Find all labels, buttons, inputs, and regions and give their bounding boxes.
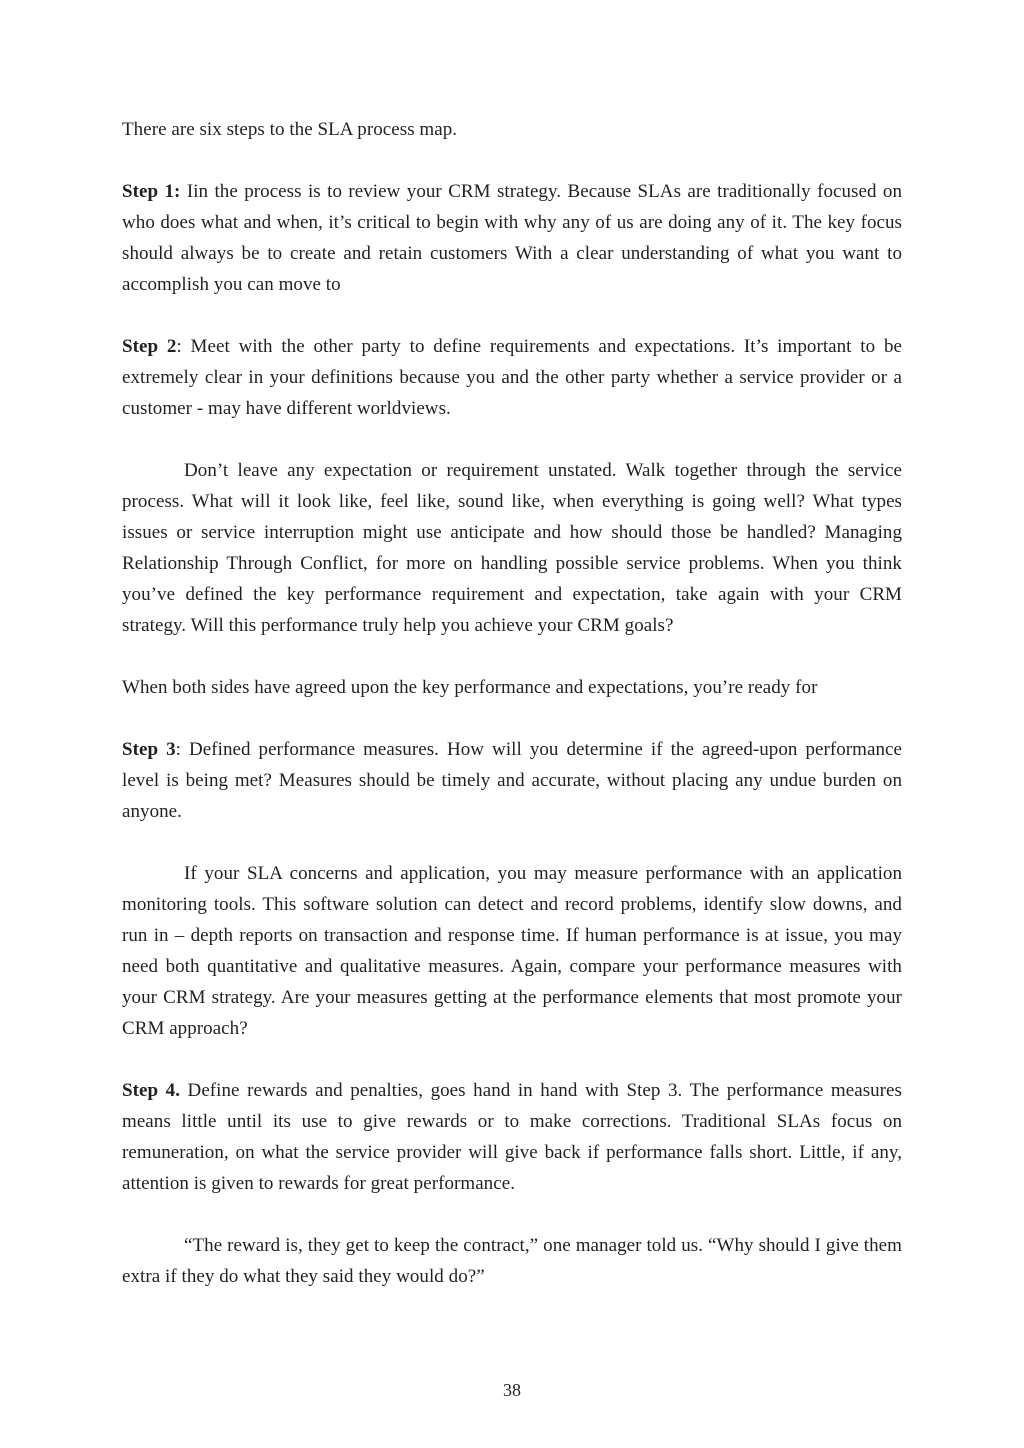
step2-text: : Meet with the other party to define requirements and expectations. It’s important to be extremely clear in your definitions because you and the other party whether a service provider or a customer - may have different worldviews. [122,336,902,419]
quote-paragraph: “The reward is, they get to keep the contract,” one manager told us. “Why should I give them extra if they do what they said they would do?” [122,1235,902,1287]
step4-label: Step 4. [122,1080,180,1101]
page-body [122,114,902,1292]
intro-paragraph: There are six steps to the SLA process map. [122,119,458,140]
step4-paragraph [122,1075,902,1199]
page-number: 38 [503,1380,521,1400]
step2-paragraph [122,331,902,424]
step3-text: : Defined performance measures. How will you determine if the agreed-upon performance level is being met? Measures should be timely and accurate, without placing any undue burden on anyone. [122,739,902,822]
step3-label: Step 3 [122,739,176,760]
step2-label: Step 2 [122,336,177,357]
step3-paragraph [122,734,902,827]
step1-text: Iin the process is to review your CRM strategy. Because SLAs are traditionally focused on who does what and when, it’s critical to begin with why any of us are doing any of it. The key focus should always be to create and retain customers With a clear understanding of what you want to accomplish you can move to [122,181,902,295]
expectation-paragraph: Don’t leave any expectation or requirement unstated. Walk together through the service process. What will it look like, feel like, sound like, when everything is going well? What types issues or service interruption might use anticipate and how should those be handled? Managing Relationship Through Conflict, for more on handling possible service problems. When you think you’ve defined the key performance requirement and expectation, take again with your CRM strategy. Will this performance truly help you achieve your CRM goals? [122,460,902,636]
step1-label: Step 1: [122,181,181,202]
step4-text: Define rewards and penalties, goes hand in hand with Step 3. The performance measures means little until its use to give rewards or to make corrections. Traditional SLAs focus on remuneration, on what the service provider will give back if performance falls short. Little, if any, attention is given to rewards for great performance. [122,1080,902,1194]
sla-paragraph: If your SLA concerns and application, you may measure performance with an application monitoring tools. This software solution can detect and record problems, identify slow downs, and run in – depth reports on transaction and response time. If human performance is at issue, you may need both quantitative and qualitative measures. Again, compare your performance measures with your CRM strategy. Are your measures getting at the performance elements that most promote your CRM approach? [122,863,902,1039]
agreed-paragraph: When both sides have agreed upon the key performance and expectations, you’re ready for [122,677,818,698]
step1-paragraph [122,176,902,300]
